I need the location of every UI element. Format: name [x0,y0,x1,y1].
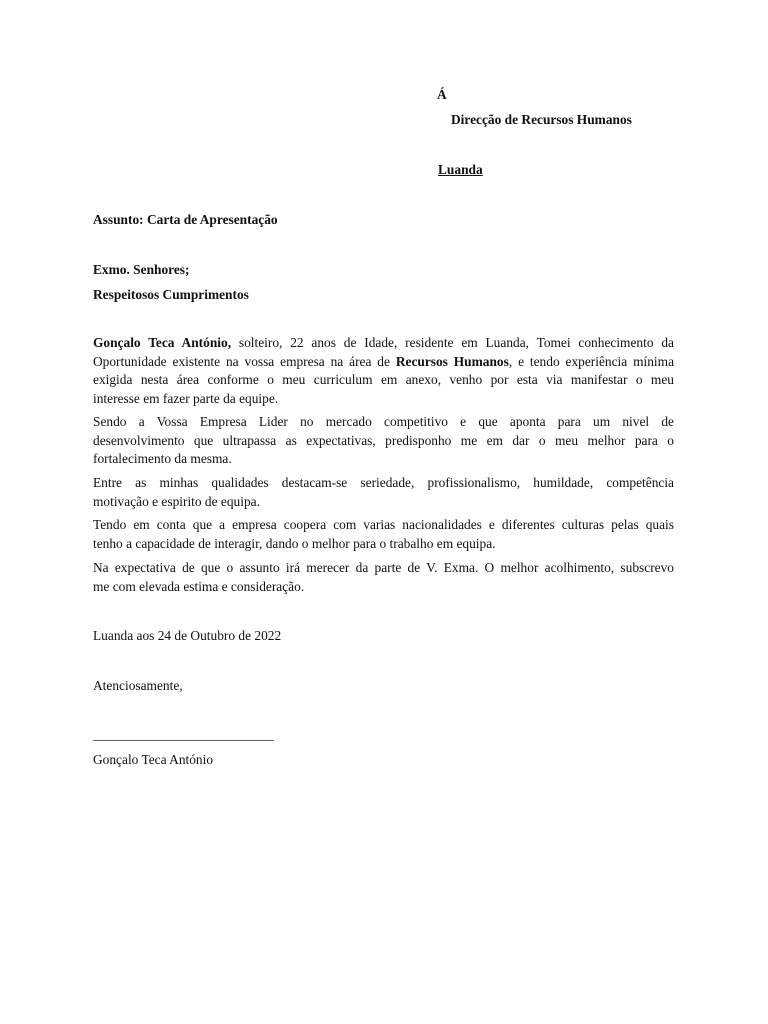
paragraph-line: motivação e espirito de equipa. [93,493,260,509]
body-paragraph-3 [93,474,674,511]
paragraph-text: solteiro, 22 anos de Idade, residente em Luanda, Tomei conhecimento da [231,335,674,350]
paragraph-line: Entre as minhas qualidades destacam-se seriedade, profissionalismo, humildade, competência [93,475,674,490]
signature-name: Gonçalo Teca António [93,752,214,767]
recipient-department: Direcção de Recursos Humanos [451,112,632,127]
date-line: Luanda aos 24 de Outubro de 2022 [93,628,282,643]
paragraph-text: , e tendo experiência mínima [508,353,675,369]
body-paragraph-2 [93,413,674,469]
paragraph-line: interesse em fazer parte da equipe. [93,390,279,406]
body-paragraph-5 [93,559,674,596]
greeting-line-2: Respeitosos Cumprimentos [93,287,249,302]
closing-line: Atenciosamente, [93,678,183,693]
body-paragraph-1 [93,334,674,408]
recipient-salutation-mark: Á [437,87,447,102]
paragraph-line: me com elevada estima e consideração. [93,578,305,594]
paragraph-text: Oportunidade existente na vossa empresa na área de [93,353,396,369]
sender-name-inline: Gonçalo Teca António, [93,335,232,350]
paragraph-line: exigida nesta área conforme o meu curriculum em anexo, venho por esta via manifestar o meu [93,372,674,387]
paragraph-line [93,353,674,372]
department-inline: Recursos Humanos [395,353,509,369]
paragraph-line: desenvolvimento que ultrapassa as expectativas, predisponho me em dar o meu melhor para o [93,432,674,448]
paragraph-line: tenho a capacidade de interagir, dando o melhor para o trabalho em equipa. [93,535,496,551]
paragraph-line: Sendo a Vossa Empresa Lider no mercado competitivo e que aponta para um nivel de [93,414,674,429]
recipient-city: Luanda [438,162,483,177]
letter-subject: Assunto: Carta de Apresentação [93,212,278,227]
signature-line: ___________________________ [93,727,274,742]
greeting-line-1: Exmo. Senhores; [93,262,190,277]
paragraph-line: Tendo em conta que a empresa coopera com varias nacionalidades e diferentes culturas pelas quais [93,517,674,532]
paragraph-line: Na expectativa de que o assunto irá merecer da parte de V. Exma. O melhor acolhimento, subscrevo [93,560,674,575]
body-paragraph-4 [93,516,674,553]
paragraph-line: fortalecimento da mesma. [93,451,232,466]
paragraph-line [93,334,674,353]
